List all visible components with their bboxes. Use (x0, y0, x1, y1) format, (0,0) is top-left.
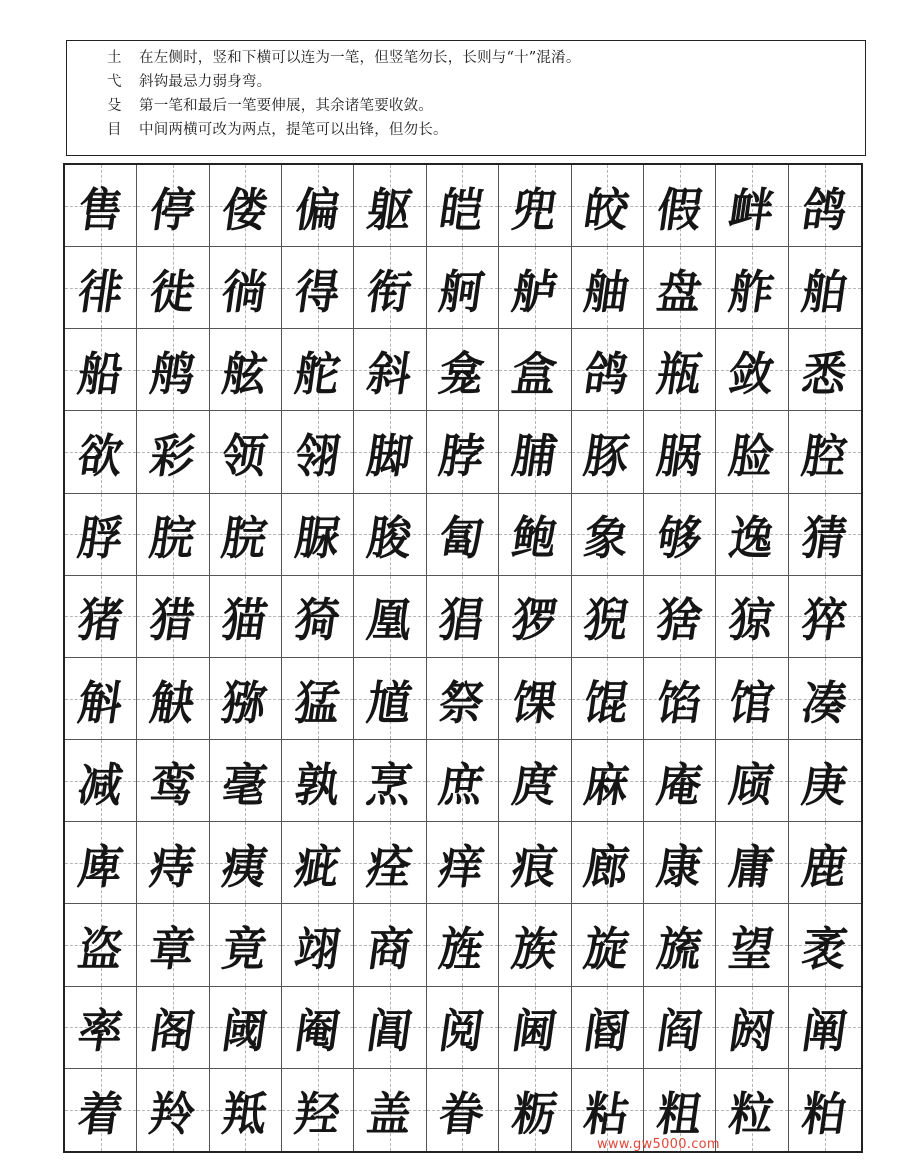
practice-character: 庹 (508, 758, 560, 813)
practice-character: 彩 (146, 430, 199, 484)
practice-character: 阐 (798, 1005, 850, 1059)
character-cell (65, 576, 137, 658)
character-cell (65, 411, 137, 493)
character-cell (644, 411, 716, 493)
practice-character: 徜 (218, 265, 271, 320)
character-cell (427, 329, 499, 411)
character-cell (499, 165, 571, 247)
character-cell (137, 904, 209, 986)
character-cell (644, 329, 716, 411)
character-cell (427, 904, 499, 986)
character-cell (499, 576, 571, 658)
practice-character: 脸 (725, 430, 778, 484)
practice-character: 孰 (291, 758, 343, 813)
note-radical: 弋 (107, 74, 122, 90)
practice-character: 偻 (218, 183, 271, 238)
practice-character: 舴 (725, 265, 778, 320)
character-cell (65, 740, 137, 822)
character-cell (716, 576, 788, 658)
character-cell (572, 247, 644, 329)
practice-character: 觖 (146, 676, 199, 731)
practice-character: 偏 (291, 183, 343, 238)
practice-character: 脲 (291, 512, 343, 566)
character-cell (65, 904, 137, 986)
character-cell (789, 740, 861, 822)
practice-character: 阁 (146, 1005, 199, 1059)
character-cell (499, 904, 571, 986)
character-cell (716, 247, 788, 329)
character-cell (789, 494, 861, 576)
character-cell (354, 165, 426, 247)
practice-character: 翊 (291, 923, 343, 977)
note-row (107, 94, 865, 118)
practice-character: 粝 (508, 1087, 560, 1142)
stroke-notes-box (66, 40, 866, 156)
character-cell (716, 165, 788, 247)
character-cell (572, 658, 644, 740)
character-cell (282, 576, 354, 658)
practice-character: 豚 (580, 430, 633, 484)
practice-character: 脶 (653, 430, 705, 484)
practice-character: 猝 (798, 594, 850, 648)
character-cell (65, 494, 137, 576)
character-cell (427, 247, 499, 329)
character-cell (427, 987, 499, 1069)
practice-character: 望 (725, 923, 778, 977)
practice-character: 猪 (74, 594, 126, 648)
character-cell (354, 494, 426, 576)
character-cell (354, 904, 426, 986)
practice-character: 翎 (291, 430, 343, 484)
practice-character: 竟 (218, 923, 271, 977)
character-cell (210, 494, 282, 576)
character-cell (789, 658, 861, 740)
character-cell (716, 658, 788, 740)
note-text: 中间两横可改为两点，提笔可以出锋，但勿长。 (139, 122, 448, 138)
character-cell (499, 822, 571, 904)
practice-character: 舻 (508, 265, 560, 320)
practice-character: 鸽 (580, 347, 633, 402)
practice-character: 盒 (508, 347, 560, 402)
character-cell (572, 576, 644, 658)
practice-character: 船 (74, 347, 126, 402)
practice-character: 粗 (653, 1087, 705, 1142)
practice-character: 猖 (436, 594, 488, 648)
character-cell (644, 165, 716, 247)
character-cell (354, 822, 426, 904)
practice-character: 鲍 (508, 512, 560, 566)
character-cell (716, 740, 788, 822)
character-cell (354, 1069, 426, 1151)
practice-character: 鸽 (798, 183, 850, 238)
practice-character: 舸 (436, 265, 488, 320)
note-row (107, 118, 865, 142)
practice-character: 瓶 (653, 347, 705, 402)
character-cell (572, 411, 644, 493)
character-cell (282, 658, 354, 740)
practice-character: 袤 (798, 923, 850, 977)
practice-character: 脚 (363, 430, 416, 484)
practice-character: 鹿 (798, 840, 850, 895)
character-cell (137, 165, 209, 247)
practice-character: 庶 (436, 758, 488, 813)
note-radical: 土 (107, 50, 122, 66)
practice-character: 鸼 (146, 347, 199, 402)
note-text: 第一笔和最后一笔要伸展，其余诸笔要收敛。 (139, 98, 433, 114)
practice-character: 族 (508, 923, 560, 977)
character-cell (427, 411, 499, 493)
character-cell (427, 576, 499, 658)
character-cell (644, 658, 716, 740)
character-cell (210, 247, 282, 329)
practice-character: 祭 (436, 676, 488, 731)
practice-character: 猡 (508, 594, 560, 648)
practice-character: 章 (146, 923, 199, 977)
site-watermark: www.gw5000.com (597, 1137, 720, 1152)
character-cell (354, 247, 426, 329)
character-cell (282, 987, 354, 1069)
note-text: 斜钩最忌力弱身弯。 (139, 74, 272, 90)
practice-character: 朘 (363, 512, 416, 566)
practice-character: 凰 (363, 594, 416, 648)
character-cell (789, 1069, 861, 1151)
character-cell (210, 740, 282, 822)
character-cell (282, 165, 354, 247)
practice-character: 阍 (580, 1005, 633, 1059)
character-cell (716, 329, 788, 411)
practice-character: 庼 (725, 758, 778, 813)
character-cell (210, 576, 282, 658)
practice-character: 阈 (218, 1005, 271, 1059)
character-cell (137, 329, 209, 411)
character-cell (716, 411, 788, 493)
practice-character: 猕 (218, 676, 271, 731)
practice-character: 鸾 (146, 758, 199, 813)
practice-character: 舶 (798, 265, 850, 320)
practice-character: 旒 (653, 923, 705, 977)
note-row (107, 70, 865, 94)
practice-character: 着 (74, 1087, 126, 1142)
character-cell (499, 740, 571, 822)
character-cell (65, 658, 137, 740)
practice-character: 痕 (508, 840, 560, 895)
practice-character: 痒 (436, 840, 488, 895)
practice-character: 猜 (798, 512, 850, 566)
character-cell (427, 822, 499, 904)
practice-character: 衅 (725, 183, 778, 238)
character-cell (137, 411, 209, 493)
character-cell (499, 658, 571, 740)
practice-character: 脘 (146, 512, 199, 566)
practice-character: 领 (218, 430, 271, 484)
practice-character: 猗 (291, 594, 343, 648)
practice-character: 斛 (74, 676, 126, 731)
character-cell (789, 329, 861, 411)
practice-character: 盗 (74, 923, 126, 977)
practice-character: 躯 (363, 183, 416, 238)
character-cell (644, 904, 716, 986)
practice-character: 馅 (653, 676, 705, 731)
practice-character: 假 (653, 183, 705, 238)
character-cell (644, 247, 716, 329)
character-cell (716, 1069, 788, 1151)
practice-character: 够 (653, 512, 705, 566)
character-cell (210, 165, 282, 247)
note-row (107, 46, 865, 70)
practice-character: 阉 (291, 1005, 343, 1059)
character-cell (354, 576, 426, 658)
character-cell (354, 740, 426, 822)
practice-character: 痍 (218, 840, 271, 895)
character-cell (789, 987, 861, 1069)
practice-character: 旌 (436, 923, 488, 977)
practice-character: 阎 (653, 1005, 705, 1059)
practice-character: 疵 (291, 840, 343, 895)
character-cell (65, 247, 137, 329)
character-cell (65, 329, 137, 411)
practice-character: 康 (653, 840, 705, 895)
character-cell (572, 987, 644, 1069)
practice-character: 阏 (725, 1005, 778, 1059)
practice-character: 猄 (725, 594, 778, 648)
character-cell (572, 329, 644, 411)
character-cell (499, 987, 571, 1069)
character-cell (282, 822, 354, 904)
practice-character: 匐 (436, 512, 488, 566)
practice-character: 停 (146, 183, 199, 238)
character-cell (210, 987, 282, 1069)
practice-character: 庳 (74, 840, 126, 895)
practice-character: 象 (580, 512, 633, 566)
character-cell (210, 658, 282, 740)
character-cell (137, 740, 209, 822)
practice-character: 腔 (798, 430, 850, 484)
practice-character: 粒 (725, 1087, 778, 1142)
character-cell (716, 987, 788, 1069)
character-cell (572, 740, 644, 822)
character-cell (354, 658, 426, 740)
practice-character: 粘 (580, 1087, 633, 1142)
practice-character: 脯 (508, 430, 560, 484)
character-cell (137, 987, 209, 1069)
character-cell (65, 822, 137, 904)
practice-character: 庸 (725, 840, 778, 895)
practice-character: 脘 (218, 512, 271, 566)
character-cell (789, 904, 861, 986)
practice-character: 得 (291, 265, 343, 320)
character-cell (789, 247, 861, 329)
character-cell (210, 904, 282, 986)
practice-character: 馄 (580, 676, 633, 731)
character-cell (137, 658, 209, 740)
note-text: 在左侧时，竖和下横可以连为一笔，但竖笔勿长，长则与“十”混淆。 (139, 50, 581, 66)
practice-character: 廊 (580, 840, 633, 895)
practice-character: 羟 (291, 1087, 343, 1142)
character-cell (789, 576, 861, 658)
character-cell (427, 658, 499, 740)
practice-character: 眷 (436, 1087, 488, 1142)
practice-character: 庚 (798, 758, 850, 813)
practice-character: 逸 (725, 512, 778, 566)
practice-character: 烹 (363, 758, 416, 813)
character-cell (65, 1069, 137, 1151)
character-cell (789, 411, 861, 493)
practice-grid-frame (63, 163, 863, 1153)
character-cell (354, 411, 426, 493)
character-cell (282, 1069, 354, 1151)
character-cell (499, 1069, 571, 1151)
character-cell (789, 165, 861, 247)
practice-character: 减 (74, 758, 126, 813)
practice-character: 舵 (291, 347, 343, 402)
character-cell (644, 494, 716, 576)
practice-character: 猊 (580, 594, 633, 648)
character-cell (427, 740, 499, 822)
character-cell (137, 494, 209, 576)
practice-character: 盘 (653, 265, 705, 320)
practice-character: 衔 (363, 265, 416, 320)
character-cell (137, 576, 209, 658)
character-cell (644, 987, 716, 1069)
character-cell (644, 822, 716, 904)
character-cell (354, 329, 426, 411)
practice-character: 售 (74, 183, 126, 238)
practice-character: 徙 (146, 265, 199, 320)
character-cell (210, 1069, 282, 1151)
character-cell (282, 411, 354, 493)
character-cell (716, 822, 788, 904)
character-cell (137, 1069, 209, 1151)
character-cell (499, 411, 571, 493)
practice-character: 脬 (74, 512, 126, 566)
character-cell (137, 247, 209, 329)
character-cell (789, 822, 861, 904)
practice-character: 阅 (436, 1005, 488, 1059)
character-cell (354, 987, 426, 1069)
practice-character: 凑 (798, 676, 850, 731)
practice-character: 馆 (725, 676, 778, 731)
practice-character: 馗 (363, 676, 416, 731)
character-cell (282, 247, 354, 329)
practice-character: 阊 (363, 1005, 416, 1059)
practice-character: 盖 (363, 1087, 416, 1142)
character-cell (499, 329, 571, 411)
practice-character: 敛 (725, 347, 778, 402)
note-radical: 殳 (107, 98, 122, 114)
practice-character: 阃 (508, 1005, 560, 1059)
practice-character: 猫 (218, 594, 271, 648)
character-cell (499, 247, 571, 329)
character-cell (716, 494, 788, 576)
practice-character: 痊 (363, 840, 416, 895)
practice-character: 旋 (580, 923, 633, 977)
character-cell (282, 329, 354, 411)
character-cell (210, 822, 282, 904)
practice-character: 痔 (146, 840, 199, 895)
character-cell (427, 1069, 499, 1151)
practice-character: 羝 (218, 1087, 271, 1142)
practice-character: 皑 (436, 183, 488, 238)
character-cell (644, 576, 716, 658)
character-cell (572, 494, 644, 576)
practice-character: 馃 (508, 676, 560, 731)
practice-character: 脖 (436, 430, 488, 484)
character-cell (427, 165, 499, 247)
practice-character: 兜 (508, 183, 560, 238)
practice-character: 粕 (798, 1087, 850, 1142)
character-cell (427, 494, 499, 576)
practice-character: 猎 (146, 594, 199, 648)
practice-character: 舳 (580, 265, 633, 320)
practice-character: 欲 (74, 430, 126, 484)
character-cell (65, 165, 137, 247)
character-cell (499, 494, 571, 576)
character-cell (210, 329, 282, 411)
character-cell (282, 494, 354, 576)
character-cell (282, 904, 354, 986)
character-cell (572, 822, 644, 904)
character-cell (137, 822, 209, 904)
practice-character: 毫 (218, 758, 271, 813)
character-cell (210, 411, 282, 493)
practice-character: 率 (74, 1005, 126, 1059)
practice-character: 庵 (653, 758, 705, 813)
practice-character: 龛 (436, 347, 488, 402)
character-cell (572, 165, 644, 247)
practice-character: 皎 (580, 183, 633, 238)
character-cell (65, 987, 137, 1069)
practice-character: 舷 (218, 347, 271, 402)
practice-character: 商 (363, 923, 416, 977)
practice-character: 麻 (580, 758, 633, 813)
character-cell (716, 904, 788, 986)
character-cell (572, 904, 644, 986)
practice-character: 猛 (291, 676, 343, 731)
character-grid (65, 165, 861, 1151)
practice-character: 徘 (74, 265, 126, 320)
practice-character: 斜 (363, 347, 416, 402)
practice-character: 猞 (653, 594, 705, 648)
note-radical: 目 (107, 122, 122, 138)
character-cell (282, 740, 354, 822)
practice-character: 悉 (798, 347, 850, 402)
character-cell (644, 740, 716, 822)
practice-character: 羚 (146, 1087, 199, 1142)
